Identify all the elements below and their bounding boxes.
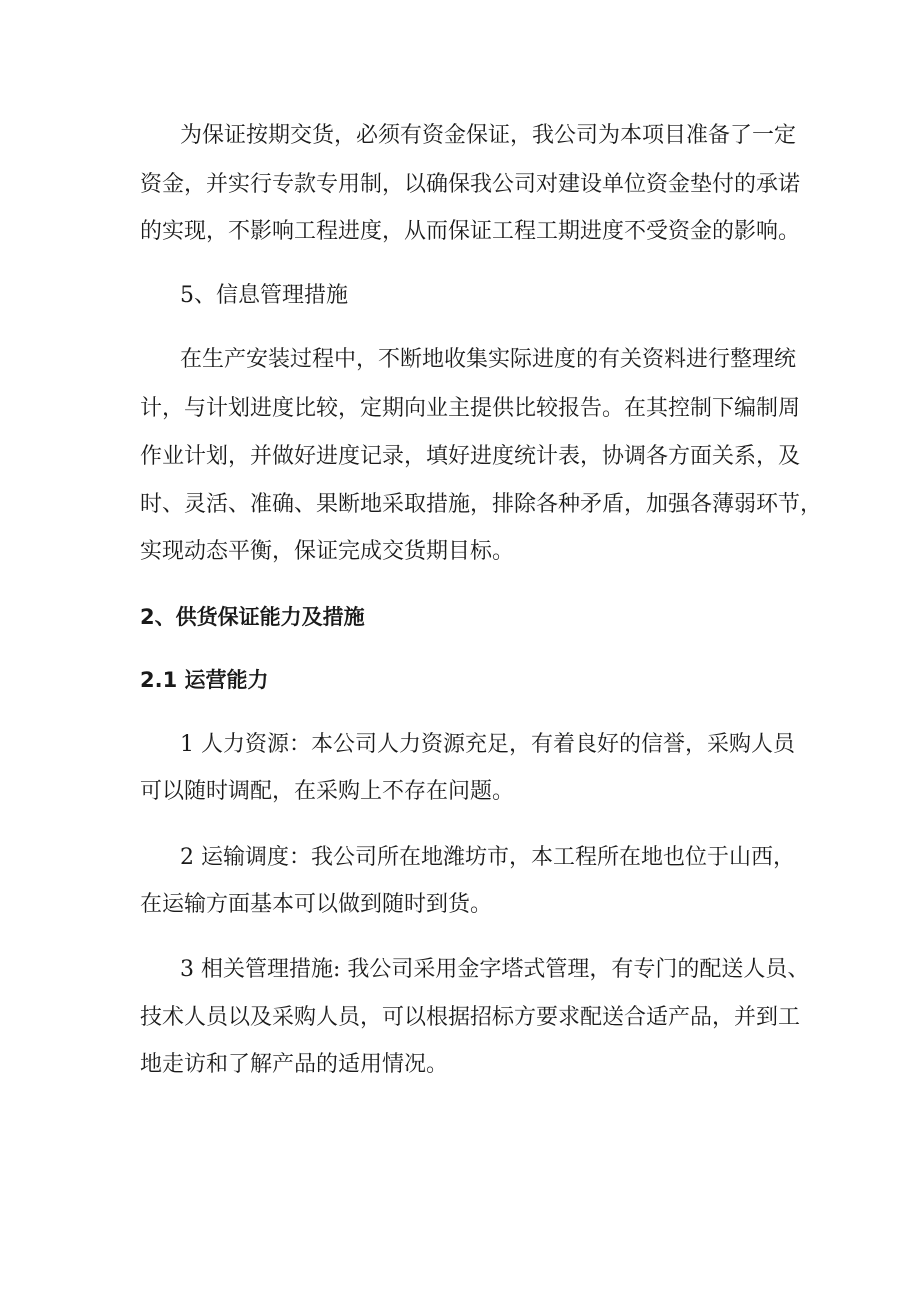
paragraph-line: 作业计划，并做好进度记录，填好进度统计表，协调各方面关系，及 [140,444,801,469]
paragraph-line: 实现动态平衡，保证完成交货期目标。 [140,539,515,564]
list-item-line: 3 相关管理措施: 我公司采用金字塔式管理，有专门的配送人员、 [180,957,810,982]
paragraph-line: 在生产安装过程中，不断地收集实际进度的有关资料进行整理统 [180,347,797,372]
list-item-line: 可以随时调配，在采购上不存在问题。 [140,779,515,804]
paragraph-line: 的实现，不影响工程进度，从而保证工程工期进度不受资金的影响。 [140,219,801,244]
list-item-line: 2 运输调度：我公司所在地潍坊市，本工程所在地也位于山西， [180,845,795,870]
list-item-line: 在运输方面基本可以做到随时到货。 [140,892,493,917]
list-item-line: 技术人员以及采购人员，可以根据招标方要求配送合适产品，并到工 [140,1005,801,1030]
list-item-line: 地走访和了解产品的适用情况。 [140,1052,449,1077]
paragraph-line: 资金，并实行专款专用制，以确保我公司对建设单位资金垫付的承诺 [140,172,801,197]
paragraph-line: 为保证按期交货，必须有资金保证，我公司为本项目准备了一定 [180,123,797,148]
paragraph-line: 计，与计划进度比较，定期向业主提供比较报告。在其控制下编制周 [140,396,801,421]
subsection-heading: 2.1 运营能力 [140,668,269,692]
section-heading: 2、供货保证能力及措施 [140,605,365,629]
item-5-title: 5、信息管理措施 [180,283,348,308]
list-item-line: 1 人力资源：本公司人力资源充足，有着良好的信誉，采购人员 [180,732,795,757]
paragraph-line: 时、灵活、准确、果断地采取措施，排除各种矛盾，加强各薄弱环节， [140,492,823,517]
